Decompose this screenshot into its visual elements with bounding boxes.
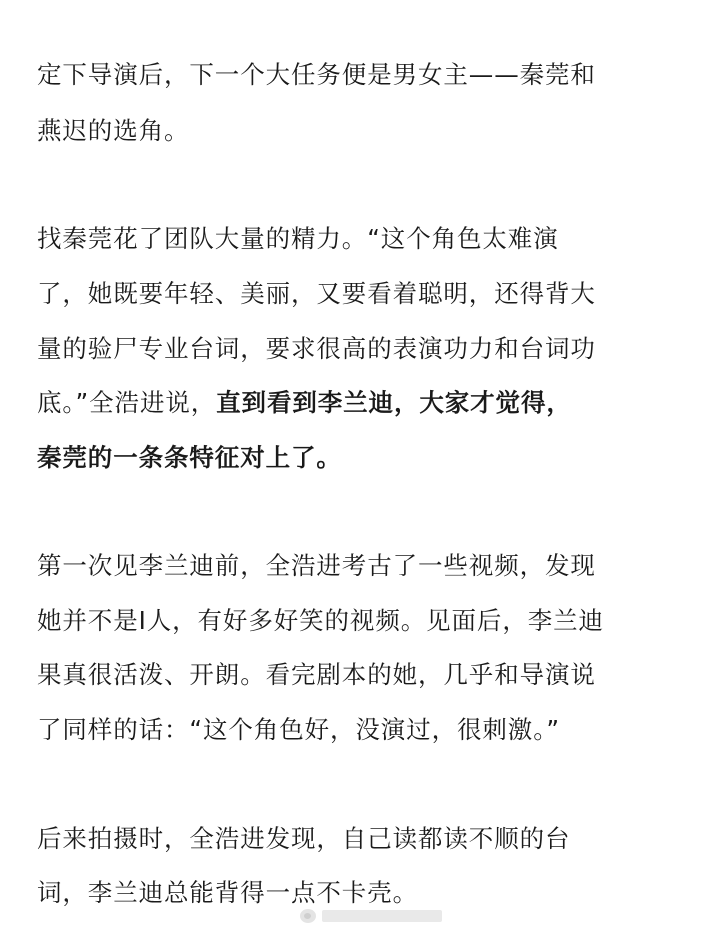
watermark-text-blur: [322, 910, 442, 922]
paragraph-2-line-4-emphasis: 直到看到李兰迪，大家才觉得，: [216, 388, 572, 417]
paragraph-2-line-2: 了，她既要年轻、美丽，又要看着聪明，还得背大: [37, 279, 596, 308]
paragraph-3-line-2: 她并不是I人，有好多好笑的视频。见面后，李兰迪: [37, 606, 604, 635]
paragraph-1-line-1: 定下导演后，下一个大任务便是男女主——秦莞和: [37, 60, 596, 89]
watermark: [300, 906, 442, 926]
paragraph-1-line-2: 燕迟的选角。: [37, 116, 190, 145]
paragraph-2-line-4-regular: 底。”全浩进说，: [37, 388, 217, 417]
paragraph-2-line-1: 找秦莞花了团队大量的精力。“这个角色太难演: [37, 224, 559, 253]
paragraph-2-line-4: [37, 387, 687, 419]
weibo-logo-icon: [300, 909, 316, 923]
paragraph-2-line-3: 量的验尸专业台词，要求很高的表演功力和台词功: [37, 334, 596, 363]
paragraph-4-line-2: 词，李兰迪总能背得一点不卡壳。: [37, 878, 418, 907]
paragraph-4-line-1: 后来拍摄时，全浩进发现，自己读都读不顺的台: [37, 824, 571, 853]
paragraph-3-line-3: 果真很活泼、开朗。看完剧本的她，几乎和导演说: [37, 660, 596, 689]
paragraph-3-line-4: 了同样的话：“这个角色好，没演过，很刺激。”: [37, 715, 560, 744]
paragraph-2-line-5-emphasis: 秦莞的一条条特征对上了。: [37, 443, 342, 472]
paragraph-3-line-1: 第一次见李兰迪前，全浩进考古了一些视频，发现: [37, 551, 596, 580]
